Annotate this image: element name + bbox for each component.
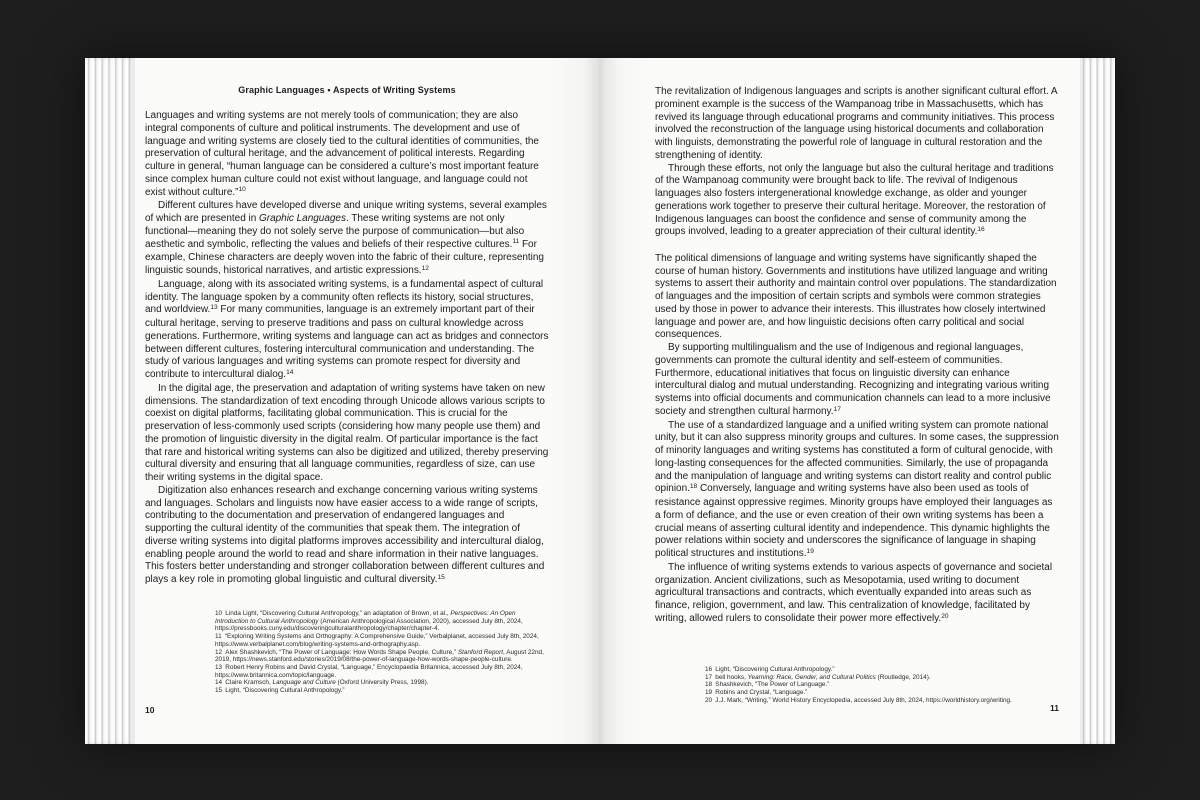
footnote-item: 10 Linda Light, “Discovering Cultural Anthropology,” an adaptation of Brown, et al., Perspectives: An Open Introduction to Cultural Anthropology (American Anthropological Association, 2020), accessed July 8th, 2024, https://pressbooks.cuny.edu/discoveringculturalanthropology/chapter/chapter-4.: [215, 610, 523, 633]
footnote-item: 13 Robert Henry Robins and David Crystal, “Language,” Encyclopaedia Britannica, accessed July 8th, 2024, https://www.britannica.com/topic/language.: [215, 663, 523, 679]
paragraph: The political dimensions of language and writing systems have significantly shaped the course of human history. Governments and institutions have utilized language and writing systems to assert their authority and maintain control over populations. The standardization of languages and the imposition of certain scripts and symbols were common strategies used by those in power to advance their interests. This illustrates how closely intertwined language and power are, and how linguistic decisions often carry political and social consequences.: [655, 252, 1057, 341]
left-page: [135, 58, 600, 744]
paragraph: Through these efforts, not only the language but also the cultural heritage and traditions of the Wampanoag community were brought back to life. The revival of Indigenous languages also fosters intergenerational knowledge exchange, as older and younger generations work together to preserve their cultural heritage. Moreover, the restoration of Indigenous languages can boost the confidence and sense of community among the groups involved, leading to a greater appreciation of their cultural identity.$^{16}$: [655, 162, 1054, 238]
footnote-item: 11 “Exploring Writing Systems and Orthography: A Comprehensive Guide,” Verbalplanet, accessed July 8th, 2024, https://www.verbalplanet.com/blog/writing-systems-and-orthography.asp.: [215, 633, 539, 648]
paragraph: The influence of writing systems extends to various aspects of governance and societal organization. Ancient civilizations, such as Mesopotamia, used writing to document agricultural transactions and contracts, which eventually expanded into areas such as finance, religion, government, and law. This centralization of knowledge, facilitated by writing, allowed rulers to consolidate their power more effectively.$^{20}$: [655, 561, 1053, 624]
footnote-item: 16 Light, “Discovering Cultural Anthropology.”: [705, 666, 835, 673]
footnote-item: 20 J.J. Mark, “Writing,” World History Encyclopedia, accessed July 8th, 2024, https://worldhistory.org/writing.: [705, 696, 1012, 704]
book-spread: [85, 58, 1115, 744]
footnote-item: 12 Alex Shashkevich, “The Power of Language: How Words Shape People, Culture,” Stanford Report, August 22nd, 2019, https://news.stanford.edu/stories/2019/08/the-power-of-language-how-words-shape-people-culture.: [215, 648, 544, 664]
left-page-body: [145, 110, 549, 588]
paragraph: Languages and writing systems are not merely tools of communication; they are also integral components of culture and political instruments. The development and use of language and writing systems are closely tied to the cultural identities of communities, the preservation of cultural heritage, and the advancement of political interests. Regarding culture in general, “human language can be considered a culture’s most important feature since complex human culture could not exist without language, and language could not exist without culture.”$^{10}$: [145, 110, 539, 198]
footnote-item: 15 Light, “Discovering Cultural Anthropology.”: [215, 687, 345, 695]
left-fore-edge-pages: [85, 58, 135, 744]
paragraph: Digitization also enhances research and exchange concerning various writing systems and languages. Scholars and linguists now have easier access to a wide range of scripts, contributing to the documentation and preservation of endangered languages and supporting the cultural identity of the communities that speak them. The integration of diverse writing systems into digital platforms improves accessibility and intercultural dialog, enabling people around the world to read and share information in their native languages. This fosters better understanding and stronger collaboration between different cultures and plays a key role in promoting global linguistic and cultural diversity.$^{15}$: [145, 484, 545, 585]
paragraph: In the digital age, the preservation and adaptation of writing systems have taken on new dimensions. The standardization of text encoding through Unicode allows various scripts to coexist on digital platforms, facilitating global communication. This is crucial for the preservation of less-commonly used scripts (considering how many people use them) and the promotion of linguistic diversity in the digital realm. Of particular importance is the fact that rare and historical writing systems can also be digitized and utilized, thereby preserving cultural diversity and ensuring that all language communities, regardless of size, can use their writing systems in the digital space.: [145, 382, 549, 483]
footnote-item: 19 Robins and Crystal, “Language.”: [705, 689, 808, 697]
right-page-body: [655, 86, 1059, 627]
paragraph: The use of a standardized language and a unified writing system can promote national unity, but it can also suppress minority groups and cultures. In some cases, the suppression of minority languages and writing systems has constituted a form of cultural genocide, with long-lasting consequences for the affected communities. Similarly, the use of propaganda and the manipulation of language and writing systems can distort reality and control public opinion.$^{18}$ Conversely, language and writing systems have also been used as tools of resistance against oppressive regimes. Minority groups have employed their languages as a form of defiance, and the use or even creation of their own writing systems has been a crucial means of asserting cultural identity and independence. This dynamic highlights the power relations within society and underscores the significance of language in shaping political structures and institutions.$^{19}$: [655, 419, 1059, 559]
paragraph: The revitalization of Indigenous languages and scripts is another significant cultural effort. A prominent example is the success of the Wampanoag tribe in Massachusetts, which has revived its language through educational programs and community initiatives. This process involved the reconstruction of the language using historical documents and collaboration with linguists, demonstrating the powerful role of language in cultural restoration and the strengthening of identity.: [655, 86, 1058, 161]
footnote-item: 17 bell hooks, Yearning: Race, Gender, and Cultural Politics (Routledge, 2014).: [705, 673, 931, 681]
paragraph: Different cultures have developed diverse and unique writing systems, several examples of which are presented in Graphic Languages. These writing systems are not only functional—meaning they do not solely serve the purpose of communication—but also aesthetic and symbolic, reflecting the values and beliefs of their respective cultures.$^{11}$ For example, Chinese characters are deeply woven into the fabric of their culture, representing linguistic sounds, historical narratives, and artistic expressions.$^{12}$: [145, 200, 547, 276]
page-number-right: 11: [1050, 703, 1059, 713]
footnote-item: 14 Claire Kramsch, Language and Culture (Oxford University Press, 1998).: [215, 679, 429, 687]
right-fore-edge-pages: [1080, 58, 1115, 744]
footnote-item: 18 Shashkevich, “The Power of Language.”: [705, 681, 830, 689]
left-page-footnotes: [215, 610, 547, 695]
right-page: [600, 58, 1080, 744]
paragraph: By supporting multilingualism and the use of Indigenous and regional languages, governments can promote the cultural identity and self-esteem of communities. Furthermore, educational initiatives that focus on linguistic diversity can enhance intercultural dialog and mutual understanding. Recognizing and integrating various writing systems into official documents and communication channels can lead to a more inclusive society and strengthen cultural harmony.$^{17}$: [655, 342, 1051, 417]
right-page-footnotes: [705, 666, 1061, 705]
running-header: Graphic Languages • Aspects of Writing Systems: [238, 85, 456, 95]
page-number-left: 10: [145, 705, 155, 715]
paragraph: Language, along with its associated writing systems, is a fundamental aspect of cultural identity. The language spoken by a community often reflects its history, social structures, and worldview.$^{13}$ For many communities, language is an extremely important part of their cultural heritage, serving to preserve traditions and pass on cultural knowledge across generations. Furthermore, writing systems and language can act as bridges and connectors between different cultures, fostering intercultural communication and understanding. The study of various languages and writing systems can promote respect for diversity and contribute to intercultural dialog.$^{14}$: [145, 278, 549, 380]
